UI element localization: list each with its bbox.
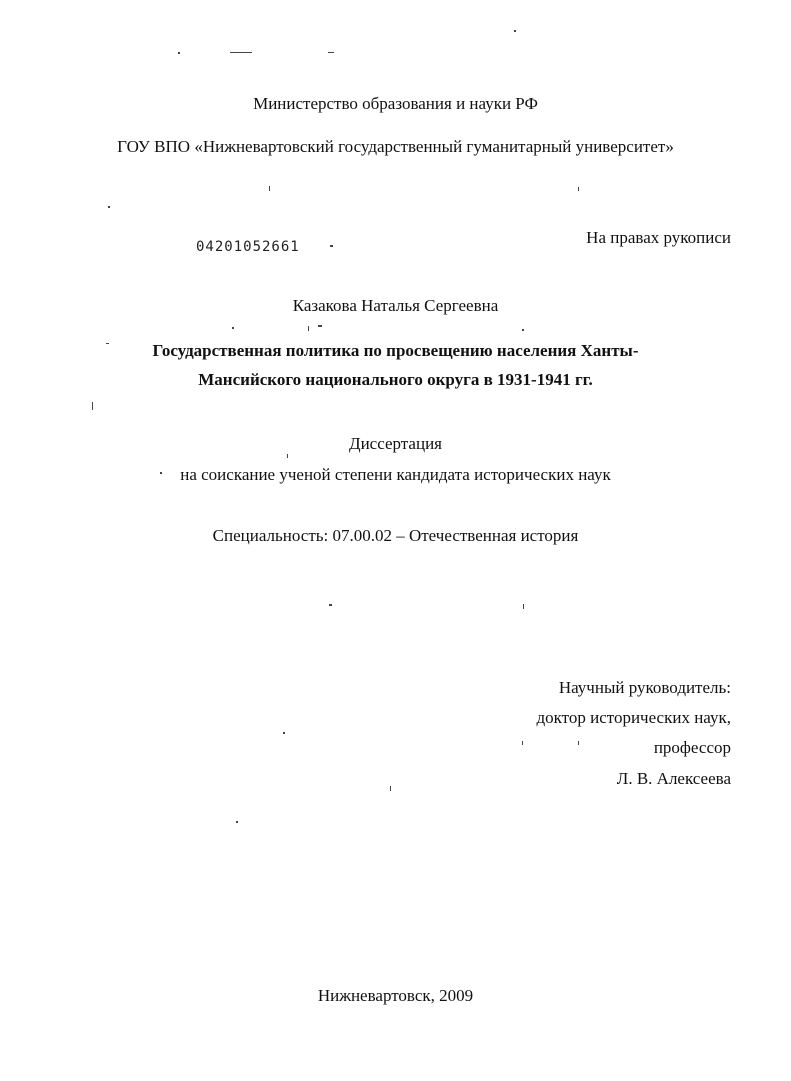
scan-speck (283, 732, 285, 734)
supervisor-name: Л. В. Алексеева (616, 769, 731, 788)
scan-speck (328, 52, 334, 53)
scan-speck (522, 329, 524, 331)
scan-speck (230, 52, 252, 53)
scan-speck (160, 472, 162, 474)
scan-speck (287, 454, 288, 458)
scan-speck (178, 52, 180, 54)
scan-speck (522, 741, 523, 745)
supervisor-rank: профессор (653, 738, 731, 757)
scan-speck (523, 604, 524, 609)
scan-speck (578, 187, 579, 191)
scan-speck (232, 327, 234, 329)
scan-speck (236, 821, 238, 823)
degree-line: на соискание ученой степени кандидата исторических наук (180, 465, 611, 484)
scan-speck (329, 604, 332, 606)
catalog-number: 04201052661 (196, 239, 300, 255)
scan-speck (92, 402, 93, 410)
manuscript-note: На правах рукописи (586, 228, 731, 247)
scan-speck (318, 325, 322, 327)
supervisor-degree: доктор исторических наук, (536, 708, 731, 727)
specialty-line: Специальность: 07.00.02 – Отечественная история (212, 526, 579, 545)
dissertation-label: Диссертация (348, 434, 442, 453)
scan-speck (269, 186, 270, 191)
scan-speck (106, 343, 109, 344)
scan-speck (308, 326, 309, 331)
dissertation-title-line-2: Мансийского национального округа в 1931-1941 гг. (198, 370, 593, 389)
scan-speck (108, 206, 110, 208)
ministry-heading: Министерство образования и науки РФ (253, 94, 538, 113)
scan-speck (578, 741, 579, 745)
dissertation-title-line-1: Государственная политика по просвещению населения Ханты- (152, 341, 639, 360)
author-name: Казакова Наталья Сергеевна (292, 296, 499, 315)
scan-speck (390, 786, 391, 791)
scan-speck (330, 245, 333, 247)
place-year: Нижневартовск, 2009 (317, 986, 474, 1005)
university-heading: ГОУ ВПО «Нижневартовский государственный гуманитарный университет» (117, 137, 674, 156)
scan-speck (514, 30, 516, 32)
supervisor-role: Научный руководитель: (558, 678, 731, 697)
